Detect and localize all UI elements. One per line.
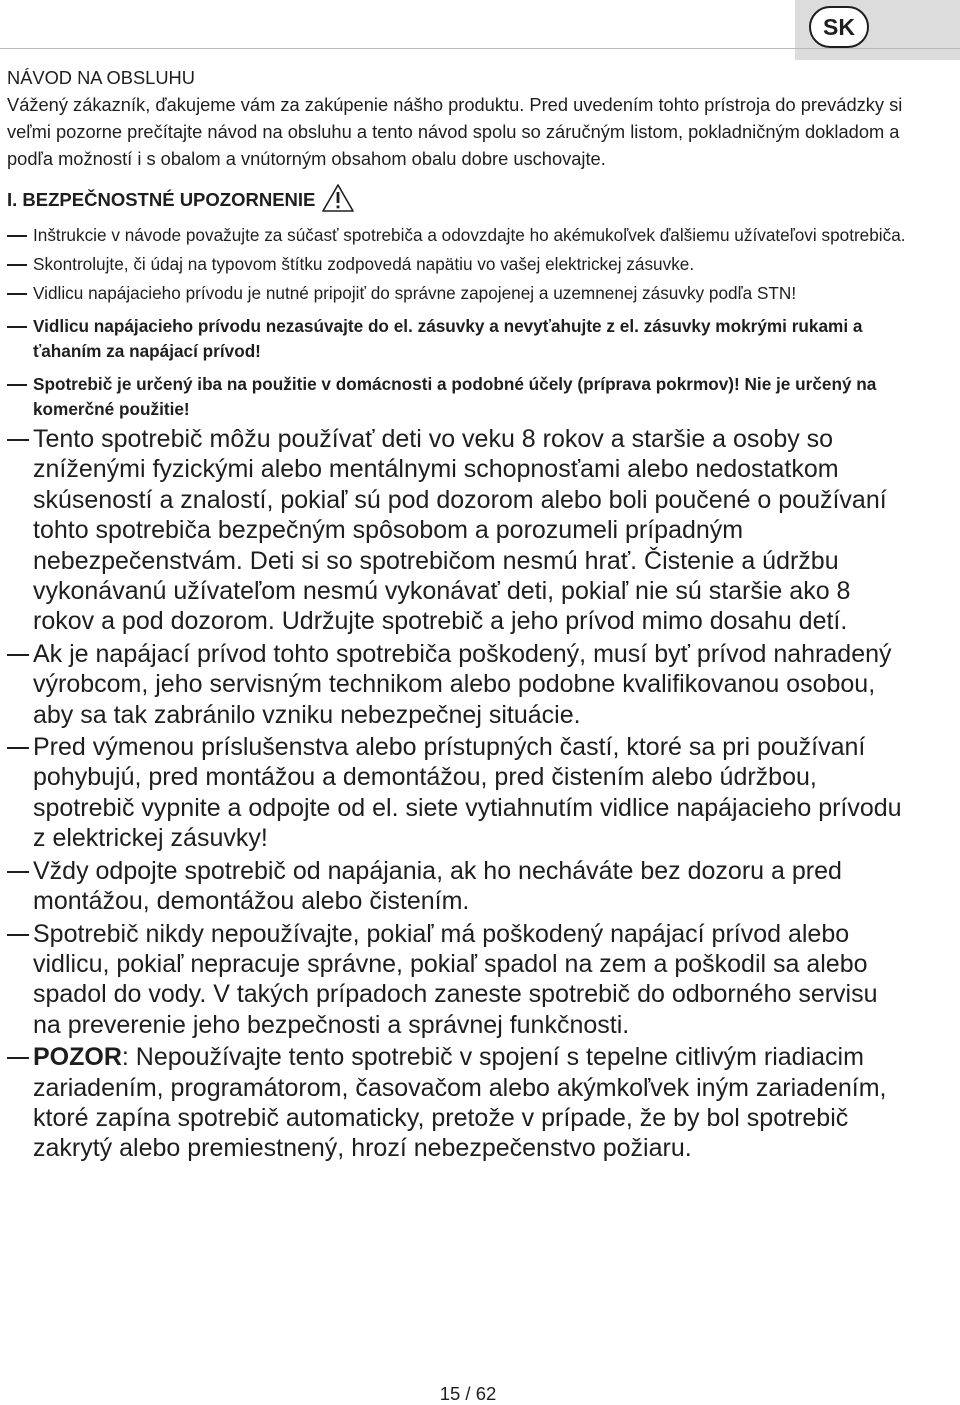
manual-title: NÁVOD NA OBSLUHU: [7, 67, 195, 88]
intro-paragraph: Vážený zákazník, ďakujeme vám za zakúpenie nášho produktu. Pred uvedením tohto prístroja do prevádzky si veľmi pozorne prečítajte návod na obsluhu a tento návod spolu so záručným listom, pokladničným dokladom a podľa možností i s obalom a vnútorným obsahom obalu dobre uschovajte.: [7, 94, 903, 169]
list-dash: [7, 384, 27, 386]
safety-item-text: Spotrebič nikdy nepoužívajte, pokiaľ má poškodený napájací prívod alebo vidlicu, pokiaľ nepracuje správne, pokiaľ spadol na zem a poškodil sa alebo spadol do vody. V takých prípadoch zaneste spotrebič do odborného servisu na preverenie jeho bezpečnosti a správnej funkčnosti.: [33, 919, 878, 1039]
safety-item-text: Vidlicu napájacieho prívodu nezasúvajte do el. zásuvky a nevyťahujte z el. zásuvky mokrými rukami a ťahaním za napájací prívod!: [33, 316, 863, 361]
header-divider: [0, 48, 960, 49]
safety-item-text: Inštrukcie v návode považujte za súčasť spotrebiča a odovzdajte ho akémukoľvek ďalšiemu užívateľovi spotrebiča.: [33, 225, 906, 245]
safety-heading-text: I. BEZPEČNOSTNÉ UPOZORNENIE: [7, 189, 316, 210]
warning-triangle-icon: [321, 183, 355, 220]
list-dash: [7, 654, 29, 656]
list-dash: [7, 235, 27, 237]
safety-heading: [7, 183, 907, 220]
safety-item-text: Ak je napájací prívod tohto spotrebiča poškodený, musí byť prívod nahradený výrobcom, jeho servisným technikom alebo podobne kvalifikovanou osobou, aby sa tak zabránilo vzniku nebezpečnej situácie.: [33, 639, 892, 729]
safety-item-text: Vidlicu napájacieho prívodu je nutné pripojiť do správne zapojenej a uzemnenej zásuvky podľa STN!: [33, 283, 797, 303]
safety-item: [7, 314, 907, 364]
safety-item: [7, 919, 907, 1041]
safety-item: [7, 424, 907, 637]
safety-item-text: Spotrebič je určený iba na použitie v domácnosti a podobné účely (príprava pokrmov)! Nie je určený na komerčné použitie!: [33, 374, 877, 419]
list-dash: [7, 747, 29, 749]
safety-item-text: Pred výmenou príslušenstva alebo prístupných častí, ktoré sa pri používaní pohybujú, pred montážou a demontážou, pred čistením alebo údržbou, spotrebič vypnite a odpojte od el. siete vytiahnutím vidlice napájacieho prívodu z elektrickej zásuvky!: [33, 733, 902, 853]
safety-item-text: Tento spotrebič môžu používať deti vo veku 8 rokov a staršie a osoby so zníženými fyzickými alebo mentálnymi schopnosťami alebo nedostatkom skúseností a znalostí, pokiaľ sú pod dozorom alebo boli poučené o používaní tohto spotrebiča bezpečným spôsobom a porozumeli prípadným nebezpečenstvám. Deti si so spotrebičom nesmú hrať. Čistenie a údržbu vykonávanú užívateľom nesmú vykonávať deti, pokiaľ nie sú staršie ako 8 rokov a pod dozorom. Udržujte spotrebič a jeho prívod mimo dosahu detí.: [33, 425, 887, 636]
safety-item-text: Vždy odpojte spotrebič od napájania, ak ho necháváte bez dozoru a pred montážou, demontážou alebo čistením.: [33, 856, 842, 916]
safety-item-text: Skontrolujte, či údaj na typovom štítku zodpovedá napätiu vo vašej elektrickej zásuvke.: [33, 254, 695, 274]
caution-item: [7, 1042, 907, 1164]
caution-text: : Nepoužívajte tento spotrebič v spojení s tepelne citlivým riadiacim zariadením, programátorom, časovačom alebo akýmkoľvek iným zariadením, ktoré zapína spotrebič automaticky, pretože v prípade, že by bol spotrebič zakrytý alebo premiestnený, hrozí nebezpečenstvo požiaru.: [33, 1043, 887, 1163]
language-badge: SK: [809, 6, 869, 48]
safety-item: [7, 856, 907, 917]
list-dash: [7, 293, 27, 295]
list-dash: [7, 439, 29, 441]
caution-label: POZOR: [33, 1043, 122, 1072]
safety-item: [7, 281, 907, 306]
safety-item: [7, 639, 907, 730]
safety-item: [7, 223, 907, 248]
list-dash: [7, 934, 29, 936]
list-dash: [7, 871, 29, 873]
list-dash: [7, 264, 27, 266]
page-number: 15 / 62: [439, 1383, 497, 1404]
list-dash: [7, 326, 27, 328]
safety-item: [7, 372, 907, 422]
safety-item: [7, 252, 907, 277]
page-content: [7, 64, 907, 1164]
list-dash: [7, 1057, 29, 1059]
safety-item: [7, 732, 907, 854]
